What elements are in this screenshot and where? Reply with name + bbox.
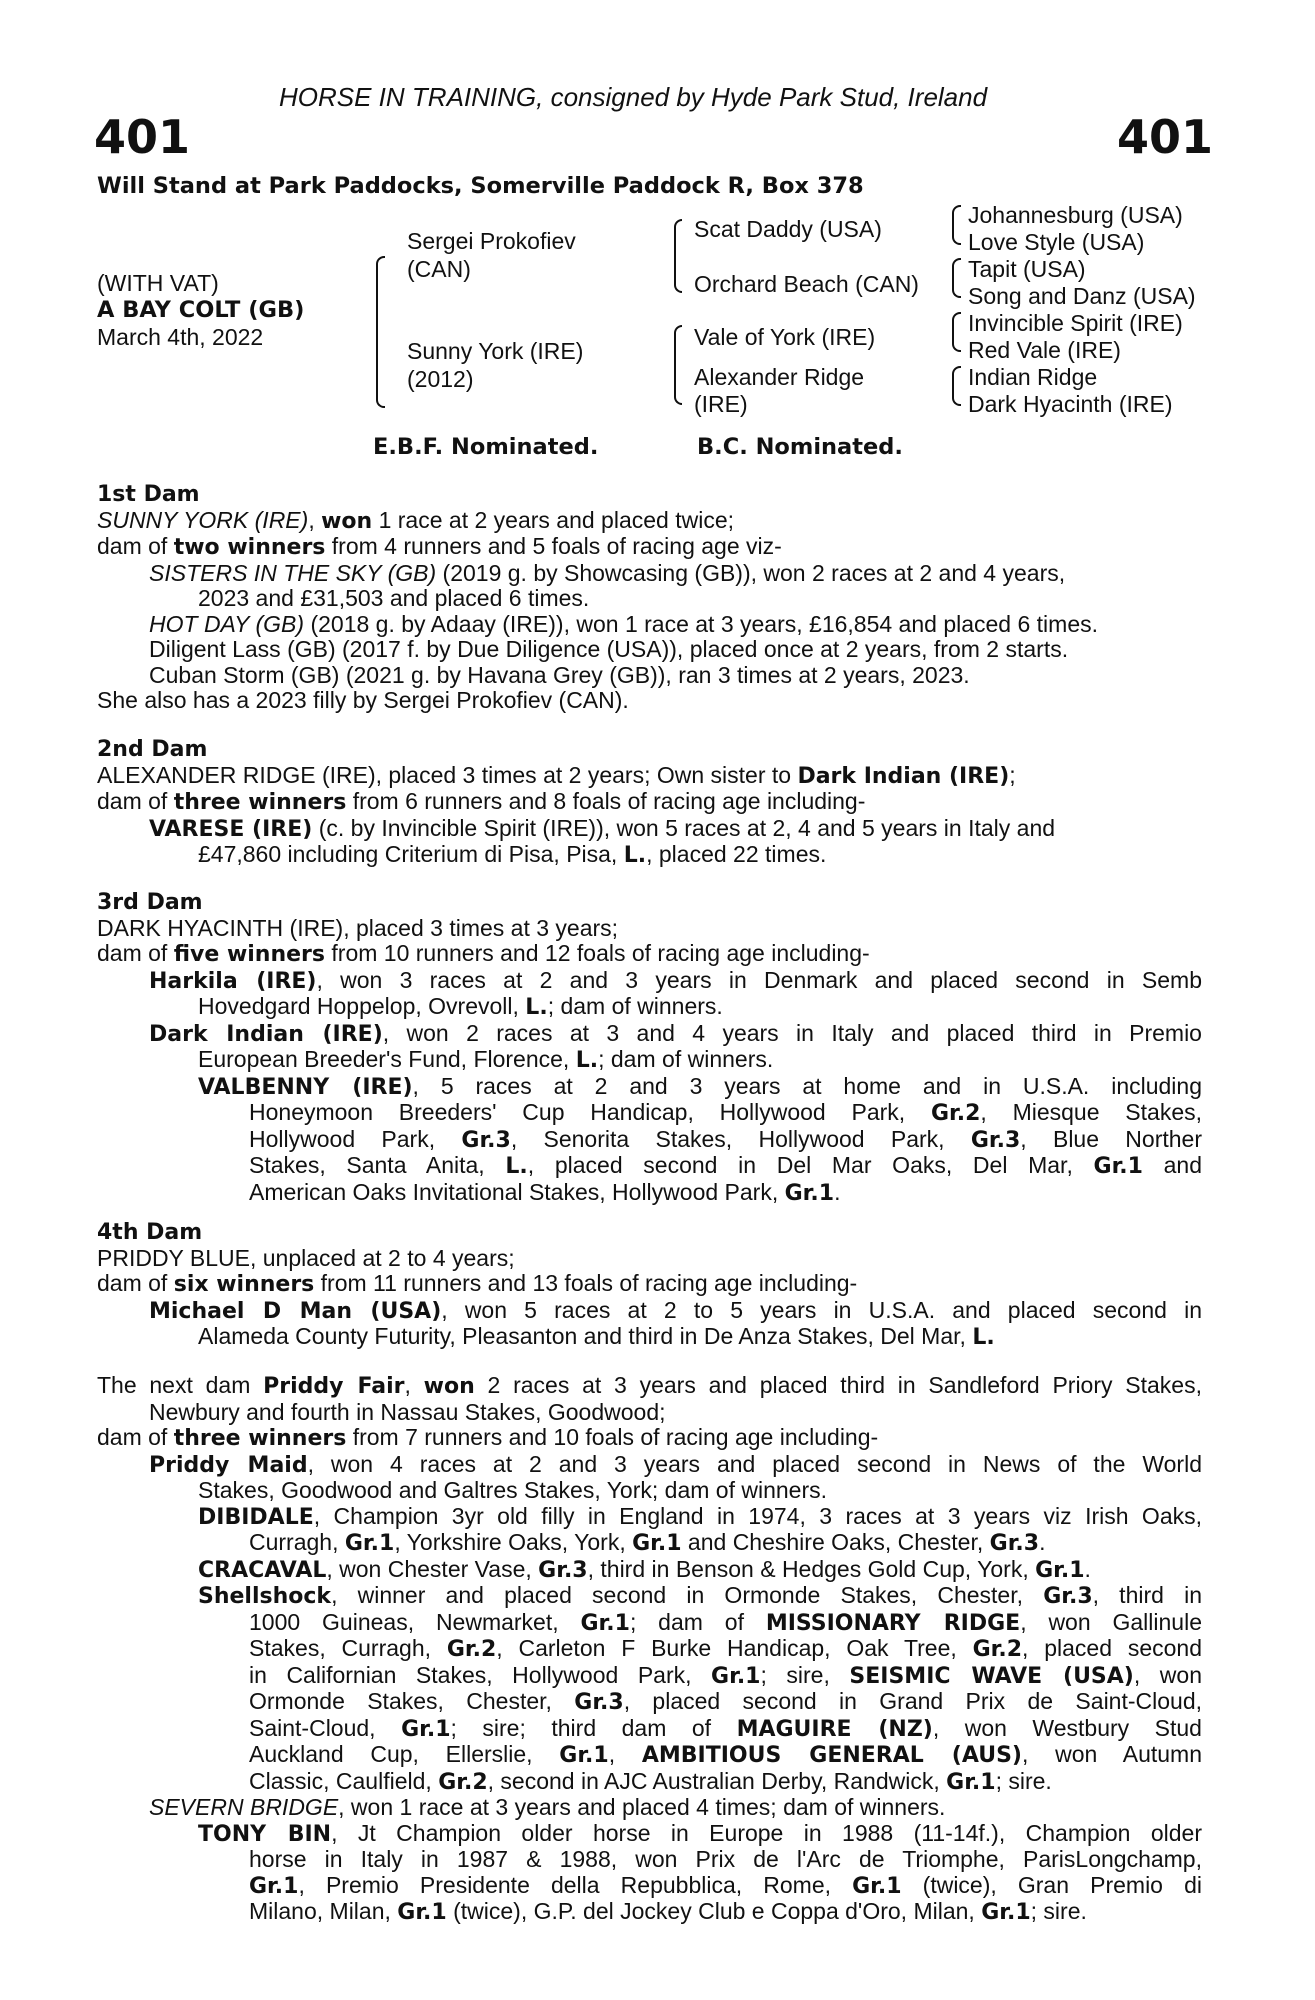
text-run: Gr.1: [632, 1531, 682, 1556]
pedigree-dsd: Red Vale (IRE): [968, 337, 1121, 363]
text-run: Shellshock: [198, 1584, 332, 1609]
text-run: Hollywood Park,: [249, 1125, 462, 1152]
text-run: from 4 runners and 5 foals of racing age viz-: [325, 533, 782, 559]
text-run: Hovedgard Hoppelop, Ovrevoll,: [198, 993, 526, 1019]
text-line: DARK HYACINTH (IRE), placed 3 times at 3 years;: [97, 914, 619, 941]
text-run: Curragh,: [249, 1529, 345, 1555]
fourth-dam-section: [97, 1220, 1202, 1351]
text-run: CRACAVAL: [198, 1557, 327, 1583]
text-run: , Miesque Stakes,: [980, 1099, 1202, 1125]
text-run: Gr.1: [401, 1716, 451, 1742]
next-dam-section: [97, 1373, 1202, 1926]
text-run: ; sire; third dam of: [450, 1714, 737, 1741]
text-run: Gr.2: [930, 1101, 981, 1126]
text-run: , Champion 3yr old filly in England in 1974, 3 races at 3 years viz Irish Oaks,: [313, 1502, 1202, 1529]
text-line: [97, 1899, 1202, 1926]
pedigree-bracket: [952, 312, 961, 352]
text-line: [97, 1716, 1202, 1743]
text-run: (twice), G.P. del Jockey Club e Coppa d'Oro, Milan,: [446, 1898, 982, 1924]
text-run: Dark Indian (IRE): [797, 763, 1010, 789]
text-run: .: [1084, 1555, 1091, 1582]
text-line: [97, 612, 1202, 638]
section-heading: 1st Dam: [97, 482, 200, 507]
text-run: Stakes, Curragh,: [249, 1635, 447, 1661]
pedigree-dam-dam-country: (IRE): [694, 391, 748, 417]
text-run: Priddy Fair: [263, 1374, 405, 1399]
text-run: six winners: [173, 1272, 315, 1297]
second-dam-section: [97, 737, 1202, 869]
pedigree-sire-country: (CAN): [407, 256, 471, 282]
text-run: Michael D Man (USA): [149, 1298, 442, 1324]
text-run: , won 4 races at 2 and 3 years and placed second in News of the World: [307, 1450, 1202, 1477]
text-run: ; dam of winners.: [547, 993, 723, 1019]
text-line: [97, 1557, 1202, 1584]
pedigree-bracket: [952, 205, 961, 245]
text-run: Gr.1: [711, 1663, 761, 1689]
text-run: , Jt Champion older horse in Europe in 1988 (11-14f.), Champion older: [331, 1819, 1203, 1846]
text-line: [97, 842, 1202, 869]
lot-number-right: 401: [1117, 110, 1214, 164]
text-line: [97, 994, 1202, 1021]
text-run: ,: [608, 1741, 642, 1767]
text-run: TONY BIN: [198, 1821, 332, 1847]
text-run: ; sire.: [1030, 1898, 1087, 1924]
text-run: Gr.1: [1093, 1154, 1143, 1179]
text-run: Priddy Maid: [149, 1452, 308, 1478]
text-line: [97, 789, 1202, 816]
text-line: [97, 1180, 1202, 1207]
bc-nomination: B.C. Nominated.: [697, 434, 903, 460]
text-line: [97, 1373, 1202, 1400]
text-run: L.: [972, 1325, 995, 1350]
text-line: [97, 1663, 1202, 1690]
text-run: and Cheshire Oaks, Chester,: [681, 1529, 990, 1555]
text-line: [97, 1153, 1202, 1180]
text-line: [97, 763, 1202, 790]
text-run: won: [423, 1374, 475, 1399]
text-line: [97, 1047, 1202, 1074]
text-run: , 5 races at 2 and 3 years at home and in U.S.A. including: [412, 1072, 1202, 1099]
text-run: L.: [575, 1048, 599, 1073]
text-line: [97, 1795, 1202, 1821]
text-line: [97, 816, 1202, 843]
text-run: , Carleton F Burke Handicap, Oak Tree,: [496, 1635, 973, 1661]
text-line: [97, 1636, 1202, 1663]
third-dam-section: [97, 890, 1202, 1206]
text-run: ; dam of: [629, 1608, 766, 1635]
pedigree-sire-dam: Orchard Beach (CAN): [694, 271, 919, 297]
text-run: 2 races at 3 years and placed third in Sandleford Priory Stakes,: [474, 1372, 1202, 1398]
text-run: ; sire,: [760, 1661, 850, 1688]
pedigree-sdd: Song and Danz (USA): [968, 283, 1196, 309]
text-line: [97, 1127, 1202, 1154]
text-run: , Premio Presidente della Repubblica, Rome,: [298, 1871, 853, 1898]
text-run: Stakes, Santa Anita,: [249, 1152, 506, 1178]
text-run: Auckland Cup, Ellerslie,: [249, 1741, 560, 1767]
text-line: PRIDDY BLUE, unplaced at 2 to 4 years;: [97, 1244, 515, 1271]
text-run: dam of: [97, 940, 174, 966]
text-run: MAGUIRE (NZ): [736, 1716, 933, 1742]
text-run: from 10 runners and 12 foals of racing age including-: [325, 940, 870, 966]
pedigree-bracket: [674, 219, 682, 293]
pedigree-ddd: Dark Hyacinth (IRE): [968, 391, 1173, 417]
text-run: Gr.1: [946, 1769, 996, 1795]
first-dam-section: [97, 482, 1202, 714]
text-run: Gr.1: [249, 1873, 299, 1899]
vat-note: (WITH VAT): [97, 270, 219, 296]
text-run: Gr.3: [989, 1531, 1040, 1556]
text-run: from 11 runners and 13 foals of racing age including-: [314, 1270, 858, 1296]
text-run: Gr.1: [1035, 1557, 1085, 1583]
text-line: 2023 and £31,503 and placed 6 times.: [198, 585, 590, 611]
text-run: , won: [1133, 1661, 1202, 1688]
text-run: ,: [404, 1372, 424, 1398]
text-run: Gr.1: [981, 1900, 1031, 1925]
text-run: Saint-Cloud,: [249, 1714, 402, 1741]
text-run: L.: [623, 843, 647, 868]
text-run: 1000 Guineas, Newmarket,: [249, 1608, 581, 1635]
text-run: , won 3 races at 2 and 3 years in Denmark and placed second in Semb: [316, 966, 1202, 993]
text-line: [97, 1100, 1202, 1127]
pedigree-dam: Sunny York (IRE): [407, 338, 584, 364]
horse-dob: March 4th, 2022: [97, 324, 264, 350]
text-run: Gr.2: [438, 1769, 488, 1795]
text-run: , won 5 races at 2 to 5 years in U.S.A. and placed second in: [441, 1296, 1202, 1323]
text-line: [97, 508, 1202, 535]
text-line: [97, 1583, 1202, 1610]
text-line: [97, 534, 1202, 561]
text-run: from 7 runners and 10 foals of racing age including-: [346, 1424, 879, 1450]
text-line: [97, 561, 1202, 587]
text-line: [97, 1074, 1202, 1101]
ebf-nomination: E.B.F. Nominated.: [373, 434, 599, 460]
text-run: VARESE (IRE): [149, 816, 313, 842]
pedigree-dss: Invincible Spirit (IRE): [968, 310, 1183, 336]
pedigree-dam-year: (2012): [407, 366, 474, 392]
text-run: Gr.1: [852, 1873, 902, 1899]
text-run: , won 2 races at 3 and 4 years in Italy and placed third in Premio: [382, 1019, 1202, 1046]
text-run: Gr.3: [970, 1127, 1021, 1153]
text-line: [97, 1271, 1202, 1298]
text-line: [97, 1742, 1202, 1769]
text-line: horse in Italy in 1987 & 1988, won Prix de l'Arc de Triomphe, ParisLongchamp,: [249, 1846, 1202, 1872]
text-run: AMBITIOUS GENERAL (AUS): [641, 1743, 1022, 1768]
text-run: Gr.3: [1043, 1584, 1093, 1609]
text-line: Cuban Storm (GB) (2021 g. by Havana Grey (GB)), ran 3 times at 2 years, 2023.: [149, 661, 970, 688]
text-line: [97, 1610, 1202, 1637]
text-run: , placed second in Grand Prix de Saint-Cloud,: [623, 1688, 1203, 1714]
text-run: dam of: [97, 1270, 174, 1296]
text-run: (2019 g. by Showcasing (GB)), won 2 races at 2 and 4 years,: [436, 559, 1066, 586]
text-run: three winners: [173, 1426, 347, 1451]
text-run: Gr.1: [580, 1610, 630, 1636]
text-run: American Oaks Invitational Stakes, Hollywood Park,: [249, 1178, 785, 1205]
text-run: The next dam: [97, 1372, 264, 1398]
stand-location: Will Stand at Park Paddocks, Somerville Paddock R, Box 378: [97, 173, 864, 199]
text-line: [97, 941, 1202, 968]
pedigree-bracket: [952, 366, 961, 406]
text-run: Honeymoon Breeders' Cup Handicap, Hollywood Park,: [249, 1099, 931, 1125]
text-run: , placed second in Del Mar Oaks, Del Mar,: [527, 1152, 1094, 1178]
text-run: , winner and placed second in Ormonde Stakes, Chester,: [331, 1582, 1044, 1608]
text-line: [97, 1504, 1202, 1531]
text-run: Classic, Caulfield,: [249, 1767, 439, 1794]
text-run: Gr.3: [461, 1127, 511, 1153]
text-run: Gr.3: [574, 1690, 624, 1715]
pedigree-sds: Tapit (USA): [968, 256, 1086, 282]
text-line: [97, 1452, 1202, 1479]
text-run: ALEXANDER RIDGE (IRE), placed 3 times at 2 years; Own sister to: [97, 761, 798, 788]
text-run: HOT DAY (GB): [149, 610, 305, 637]
text-run: SEISMIC WAVE (USA): [849, 1663, 1134, 1689]
pedigree-bracket: [952, 258, 961, 298]
text-run: Milano, Milan,: [249, 1898, 398, 1924]
text-run: Gr.2: [446, 1637, 497, 1662]
text-run: , Yorkshire Oaks, York,: [394, 1529, 633, 1555]
text-run: SEVERN BRIDGE: [149, 1794, 339, 1820]
pedigree-sss: Johannesburg (USA): [968, 202, 1183, 228]
text-run: L.: [505, 1154, 528, 1179]
pedigree-sire-sire: Scat Daddy (USA): [694, 216, 882, 242]
pedigree-ssd: Love Style (USA): [968, 229, 1145, 255]
text-run: .: [1039, 1529, 1046, 1555]
text-line: [97, 1298, 1202, 1325]
section-heading: 2nd Dam: [97, 737, 208, 762]
text-run: five winners: [173, 942, 326, 967]
text-run: dam of: [97, 788, 174, 814]
text-run: (2018 g. by Adaay (IRE)), won 1 race at 3 years, £16,854 and placed 6 times.: [304, 610, 1099, 637]
pedigree-dam-dam: Alexander Ridge: [694, 364, 865, 390]
text-run: , won Westbury Stud: [932, 1714, 1202, 1741]
text-line: She also has a 2023 filly by Sergei Prokofiev (CAN).: [97, 687, 629, 713]
pedigree-dam-sire: Vale of York (IRE): [694, 324, 876, 350]
pedigree-sire: Sergei Prokofiev: [407, 228, 576, 254]
text-run: three winners: [173, 790, 347, 815]
text-run: in Californian Stakes, Hollywood Park,: [249, 1661, 712, 1688]
text-line: Stakes, Goodwood and Galtres Stakes, York; dam of winners.: [198, 1477, 828, 1503]
text-run: ;: [1009, 761, 1016, 788]
text-line: [97, 1021, 1202, 1048]
text-line: Diligent Lass (GB) (2017 f. by Due Diligence (USA)), placed once at 2 years, from 2 starts.: [149, 636, 1069, 662]
text-run: , won Autumn: [1021, 1741, 1203, 1767]
text-run: won: [321, 508, 373, 534]
text-run: , second in AJC Australian Derby, Randwick,: [487, 1767, 947, 1794]
text-run: ,: [308, 506, 322, 533]
text-run: Gr.2: [972, 1637, 1023, 1662]
text-run: 1 race at 2 years and placed twice;: [372, 506, 735, 533]
text-run: , Blue Norther: [1020, 1125, 1203, 1152]
pedigree-dds: Indian Ridge: [968, 364, 1098, 390]
text-run: , won Gallinule: [1020, 1608, 1202, 1635]
text-run: Alameda County Futurity, Pleasanton and third in De Anza Stakes, Del Mar,: [198, 1323, 973, 1349]
lot-number-left: 401: [94, 110, 191, 164]
text-line: [97, 968, 1202, 995]
text-run: ; dam of winners.: [598, 1046, 774, 1072]
text-run: , Senorita Stakes, Hollywood Park,: [510, 1125, 971, 1152]
text-run: , won Chester Vase,: [326, 1555, 539, 1582]
text-run: , won 1 race at 3 years and placed 4 times; dam of winners.: [338, 1794, 946, 1820]
pedigree-bracket: [674, 325, 682, 405]
text-run: , placed 22 times.: [646, 841, 827, 867]
text-line: [97, 1769, 1202, 1796]
text-run: from 6 runners and 8 foals of racing age including-: [346, 788, 866, 814]
text-run: dam of: [97, 1424, 174, 1450]
text-run: SUNNY YORK (IRE): [97, 506, 309, 533]
horse-name: A BAY COLT (GB): [97, 297, 305, 323]
text-line: Newbury and fourth in Nassau Stakes, Goodwood;: [149, 1398, 666, 1425]
text-line: [97, 1873, 1202, 1900]
text-run: (c. by Invincible Spirit (IRE)), won 5 races at 2, 4 and 5 years in Italy and: [312, 814, 1056, 841]
catalogue-header: HORSE IN TRAINING, consigned by Hyde Park Stud, Ireland: [279, 82, 988, 112]
text-run: DIBIDALE: [198, 1504, 314, 1530]
text-run: Dark Indian (IRE): [149, 1021, 383, 1047]
text-run: Gr.1: [784, 1180, 835, 1206]
text-line: [97, 1324, 1202, 1351]
text-run: Gr.1: [559, 1743, 609, 1768]
text-run: , placed second: [1022, 1635, 1202, 1661]
text-run: , third in Benson & Hedges Gold Cup, York,: [587, 1555, 1036, 1582]
text-run: .: [834, 1178, 841, 1205]
text-run: Gr.1: [397, 1900, 447, 1925]
text-run: SISTERS IN THE SKY (GB): [149, 559, 437, 586]
text-run: European Breeder's Fund, Florence,: [198, 1046, 576, 1072]
text-line: [97, 1821, 1202, 1848]
pedigree-bracket: [376, 256, 385, 408]
text-line: [97, 1689, 1202, 1716]
text-line: [97, 1530, 1202, 1557]
text-run: Gr.3: [538, 1557, 588, 1583]
text-run: MISSIONARY RIDGE: [765, 1610, 1021, 1636]
text-run: L.: [525, 995, 548, 1020]
text-run: Harkila (IRE): [149, 968, 317, 994]
section-heading: 4th Dam: [97, 1220, 203, 1245]
text-run: Ormonde Stakes, Chester,: [249, 1688, 575, 1714]
text-run: and: [1142, 1152, 1203, 1178]
text-run: ; sire.: [995, 1767, 1052, 1794]
section-heading: 3rd Dam: [97, 890, 203, 915]
text-run: VALBENNY (IRE): [198, 1074, 413, 1100]
text-run: two winners: [173, 535, 326, 560]
text-run: dam of: [97, 533, 174, 559]
text-run: £47,860 including Criterium di Pisa, Pisa,: [198, 841, 624, 867]
text-line: [97, 1425, 1202, 1452]
text-run: , third in: [1092, 1582, 1202, 1608]
text-run: (twice), Gran Premio di: [901, 1871, 1202, 1898]
text-run: Gr.1: [344, 1531, 395, 1556]
